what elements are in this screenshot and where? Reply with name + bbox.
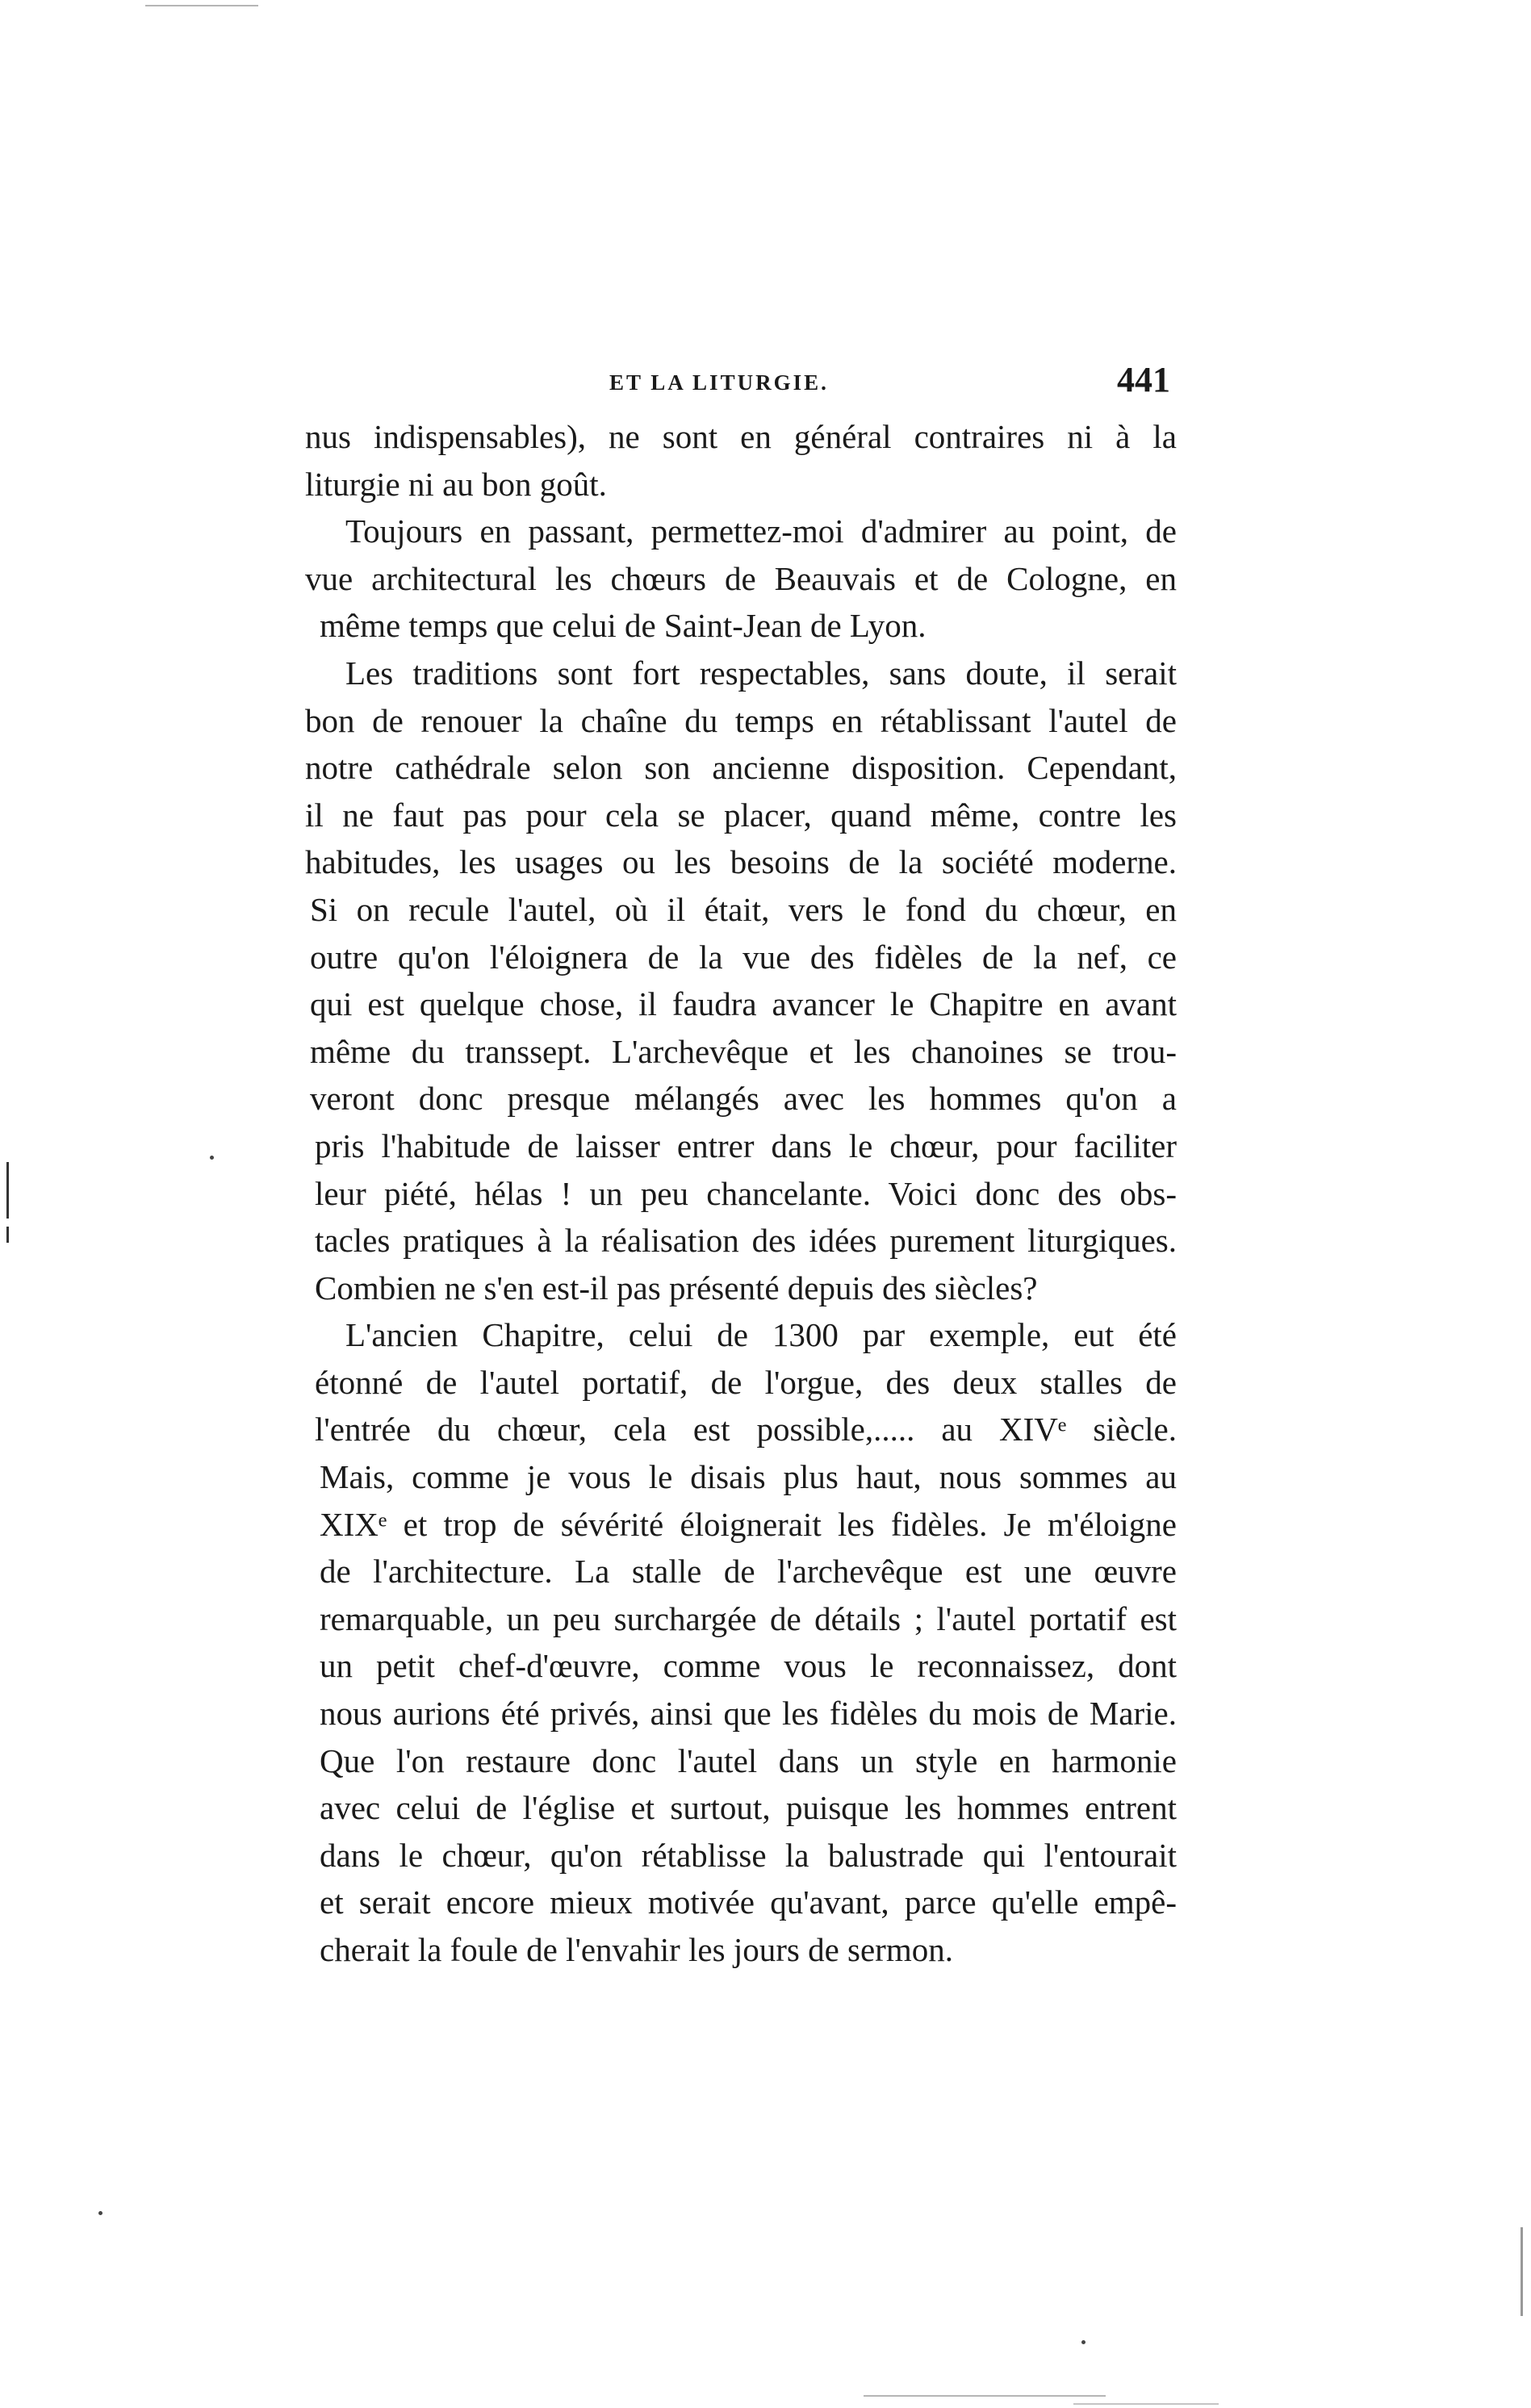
running-head: ET LA LITURGIE.	[609, 370, 829, 395]
page-number: 441	[1117, 360, 1170, 399]
text-line: Les traditions sont fort respectables, sans doute, il serait	[345, 654, 1177, 692]
text-line: étonné de l'autel portatif, de l'orgue, des deux stalles de	[315, 1363, 1177, 1401]
scan-speck	[98, 2211, 102, 2215]
scan-speck	[210, 1156, 214, 1160]
text-line: nus indispensables), ne sont en général contraires ni à la	[305, 418, 1177, 455]
text-line: Si on recule l'autel, où il était, vers le fond du chœur, en	[310, 890, 1177, 928]
text-line: Mais, comme je vous le disais plus haut, nous sommes au	[320, 1458, 1177, 1496]
scan-margin-mark-3	[1521, 2227, 1523, 2316]
text-line: dans le chœur, qu'on rétablisse la balustrade qui l'entourait	[320, 1836, 1177, 1874]
text-line: nous aurions été privés, ainsi que les fidèles du mois de Marie.	[320, 1695, 1177, 1733]
text-line: qui est quelque chose, il faudra avancer le Chapitre en avant	[310, 985, 1177, 1023]
text-line: vue architectural les chœurs de Beauvais et de Cologne, en	[305, 559, 1177, 597]
body-text	[305, 413, 1177, 1974]
text-line: même temps que celui de Saint-Jean de Lyon.	[320, 607, 927, 645]
text-line: même du transsept. L'archevêque et les chanoines se trou-	[310, 1032, 1177, 1070]
scan-margin-mark-2	[6, 1227, 9, 1243]
text-line: XIXᵉ et trop de sévérité éloignerait les fidèles. Je m'éloigne	[320, 1505, 1177, 1543]
text-line: tacles pratiques à la réalisation des idées purement liturgiques.	[315, 1222, 1177, 1260]
text-line: un petit chef-d'œuvre, comme vous le reconnaissez, dont	[320, 1647, 1177, 1685]
text-line: bon de renouer la chaîne du temps en rétablissant l'autel de	[305, 701, 1177, 739]
scan-edge-top-rule	[145, 5, 258, 6]
text-line: habitudes, les usages ou les besoins de la société moderne.	[305, 843, 1177, 881]
text-line: avec celui de l'église et surtout, puisque les hommes entrent	[320, 1789, 1177, 1827]
scan-edge-bottom-rule-2	[1073, 2403, 1219, 2405]
page-header	[307, 359, 1170, 416]
text-line: veront donc presque mélangés avec les hommes qu'on a	[310, 1080, 1177, 1118]
text-line: pris l'habitude de laisser entrer dans le chœur, pour faciliter	[315, 1127, 1177, 1164]
text-line: il ne faut pas pour cela se placer, quand même, contre les	[305, 796, 1177, 834]
text-line: liturgie ni au bon goût.	[305, 465, 607, 503]
text-line: remarquable, un peu surchargée de détails ; l'autel portatif est	[320, 1599, 1177, 1637]
text-line: Combien ne s'en est-il pas présenté depuis des siècles?	[315, 1269, 1038, 1306]
text-line: Que l'on restaure donc l'autel dans un style en harmonie	[320, 1741, 1177, 1779]
text-line: cherait la foule de l'envahir les jours de sermon.	[320, 1931, 953, 1968]
text-line: L'ancien Chapitre, celui de 1300 par exemple, eut été	[345, 1316, 1177, 1354]
text-line: l'entrée du chœur, cela est possible,..... au XIVᵉ siècle.	[315, 1411, 1177, 1449]
text-line: de l'architecture. La stalle de l'archevêque est une œuvre	[320, 1553, 1177, 1591]
text-line: notre cathédrale selon son ancienne disposition. Cependant,	[305, 749, 1177, 787]
text-line: leur piété, hélas ! un peu chancelante. Voici donc des obs-	[315, 1174, 1177, 1212]
text-line: et serait encore mieux motivée qu'avant, parce qu'elle empê-	[320, 1883, 1177, 1921]
scan-speck	[1081, 2340, 1086, 2344]
text-line: outre qu'on l'éloignera de la vue des fidèles de la nef, ce	[310, 938, 1177, 976]
text-line: Toujours en passant, permettez-moi d'admirer au point, de	[345, 512, 1177, 550]
scan-margin-mark	[6, 1162, 9, 1219]
scan-edge-bottom-rule	[864, 2395, 1106, 2397]
